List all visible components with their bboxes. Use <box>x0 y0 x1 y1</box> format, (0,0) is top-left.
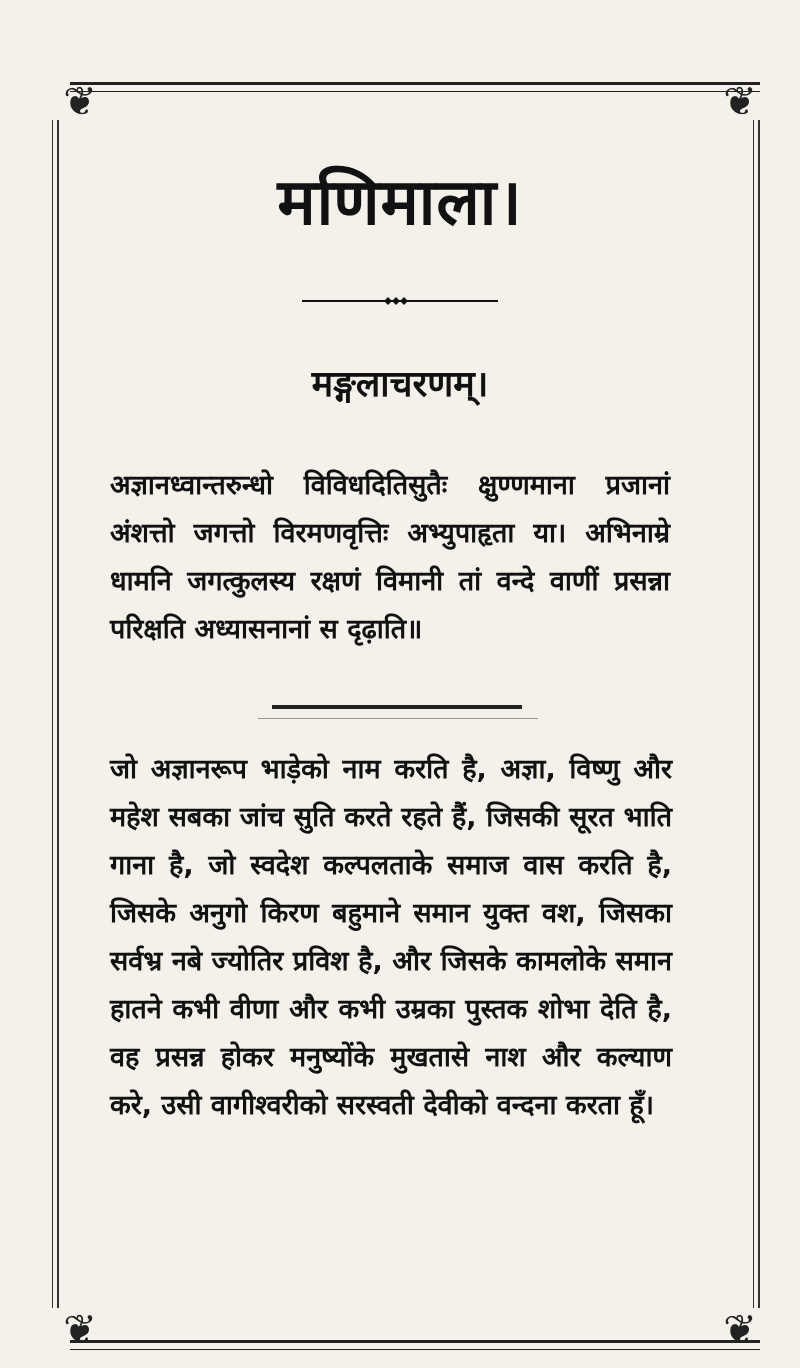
corner-ornament-icon: ❦ <box>723 1307 757 1353</box>
ornamental-border-bottom <box>70 1340 760 1350</box>
section-divider-thin <box>258 718 538 719</box>
page-title: मणिमाला। <box>277 166 523 240</box>
section-divider <box>272 705 522 709</box>
verse-text: अज्ञानध्वान्तरुन्धो विविधदितिसुतैः क्षुण्णमाना प्रजानां अंशत्तो जगत्तो विरमणवृत्तिः अभ्युपाहृता या। अभिनाम्रे धामनि जगत्कुलस्य रक्षणं विमानी तां वन्दे वाणीं प्रसन्ना परिक्षति अध्यासनानां स दृढ़ाति॥ <box>110 470 670 645</box>
ornamental-border-top <box>70 82 760 92</box>
paragraph-text: जो अज्ञानरूप भाड़ेको नाम करति है, अज्ञा, विष्णु और महेश सबका जांच सुति करते रहते हैं, जिसकी सूरत भाति गाना है, जो स्वदेश कल्पलताके समाज वास करति है, जिसके अनुगो किरण बहुमाने समान युक्त वश, जिसका सर्वभ्र नबे ज्योतिर प्रविश है, और जिसके कामलोके समान हातने कभी वीणा और कभी उम्रका पुस्तक शोभा देति है, वह प्रसन्न होकर मनुष्योंके मुखतासे नाश और कल्याण करे, उसी वागीश्वरीको सरस्वती देवीको वन्दना करता हूँ। <box>110 754 672 1121</box>
invocation-verse <box>110 462 670 654</box>
ornamental-border-left <box>52 120 59 1308</box>
ornamental-border-right <box>753 120 760 1308</box>
corner-ornament-icon: ❦ <box>63 1307 97 1353</box>
corner-ornament-icon: ❦ <box>63 79 97 125</box>
section-heading: मङ्गलाचरणम्। <box>311 364 489 405</box>
corner-ornament-icon: ❦ <box>723 79 757 125</box>
body-paragraph <box>110 746 672 1130</box>
title-divider-ornament <box>300 296 500 306</box>
